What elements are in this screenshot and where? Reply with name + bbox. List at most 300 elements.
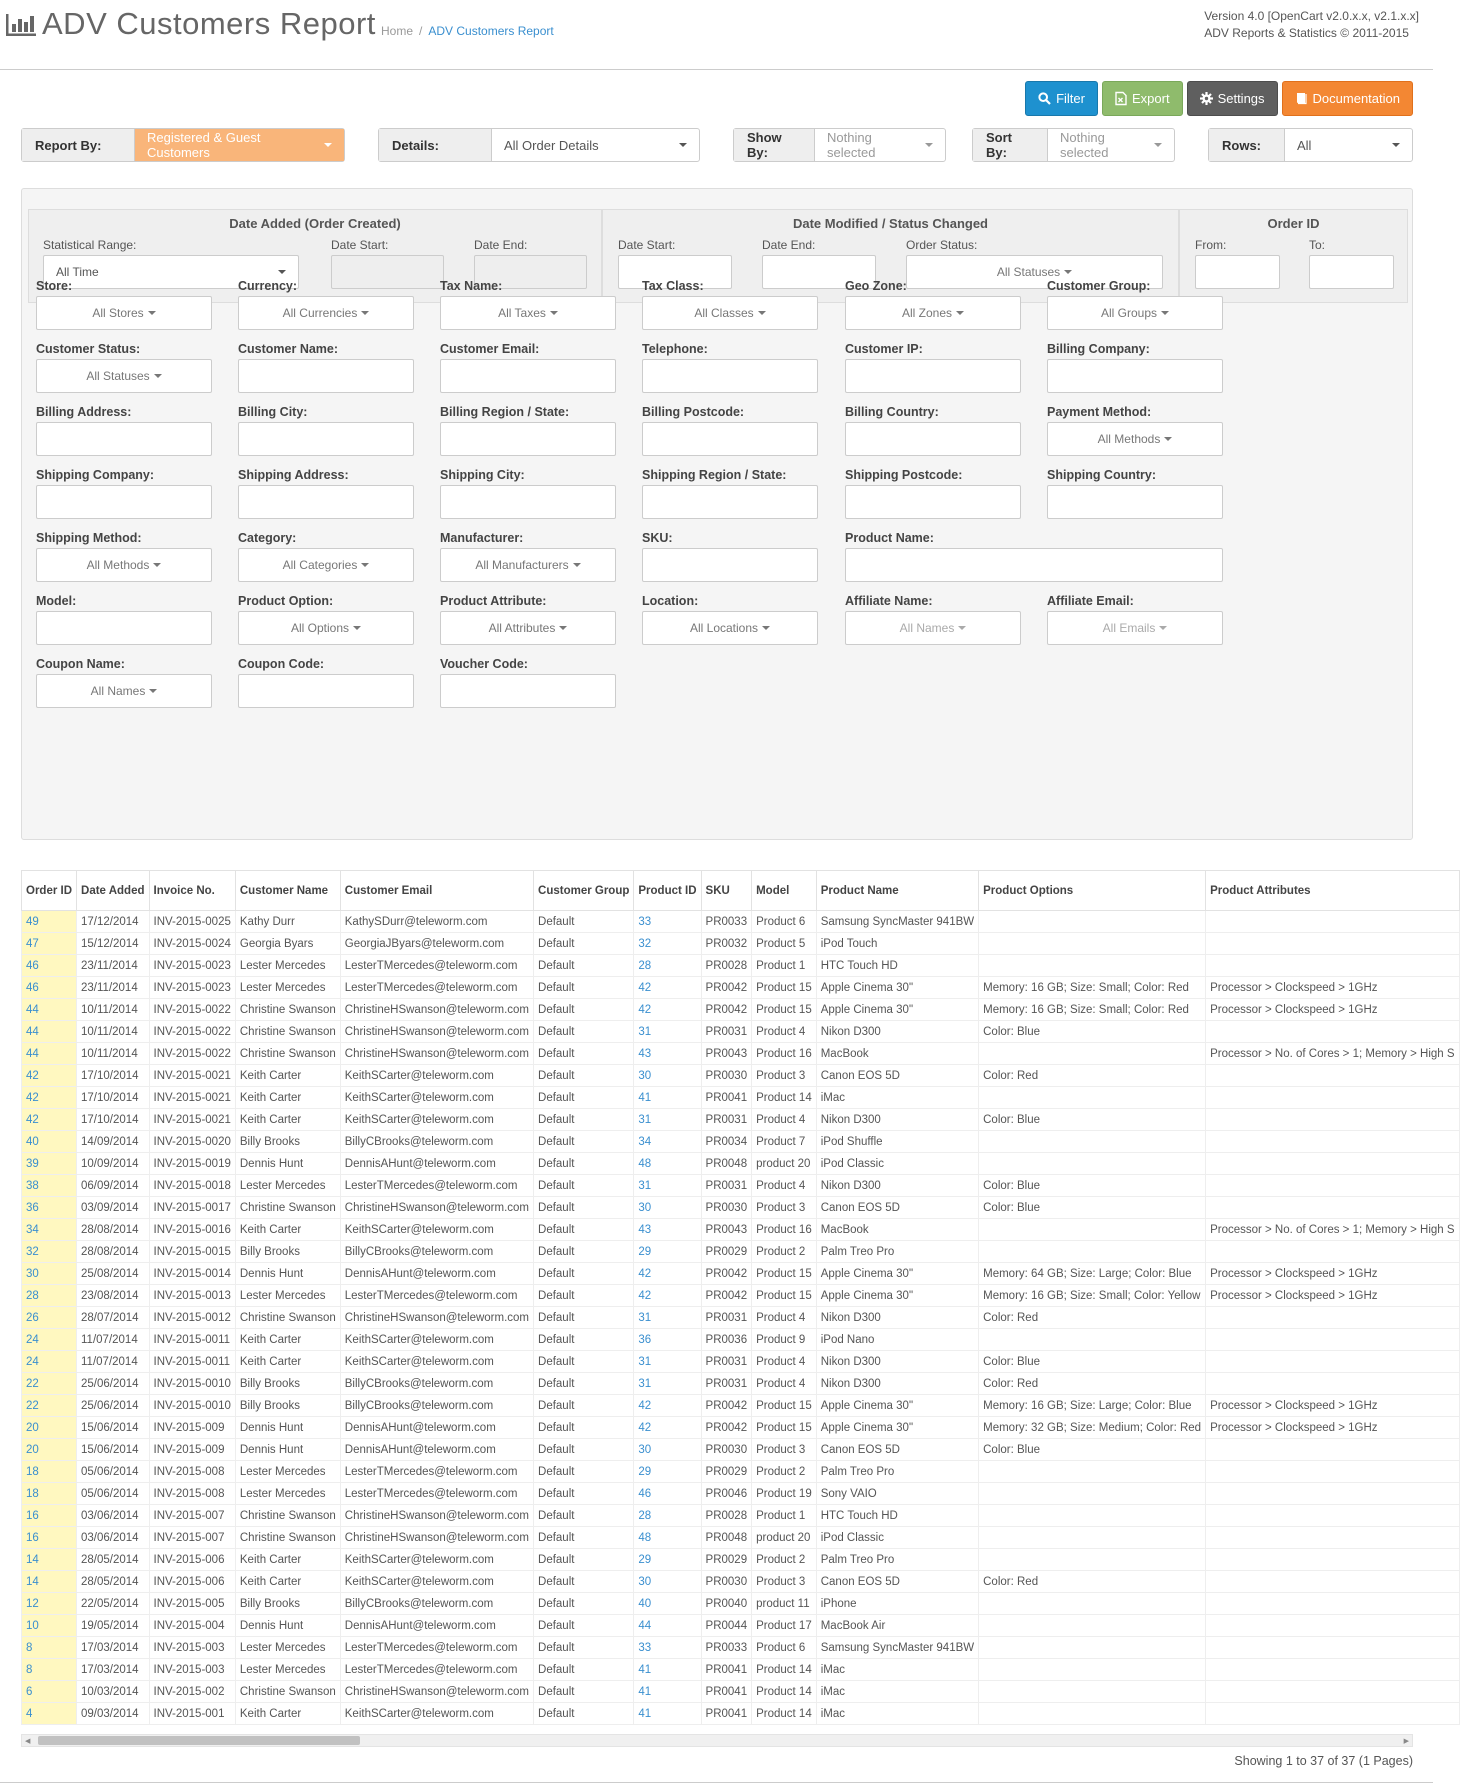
table-cell (979, 911, 1206, 933)
page-title: ADV Customers Report (42, 6, 376, 41)
coupon-code-input[interactable] (238, 674, 414, 708)
rows-value[interactable] (1285, 129, 1412, 161)
table-cell (1206, 1659, 1459, 1681)
table-row (22, 1043, 1460, 1065)
table-cell: Kathy Durr (235, 911, 340, 933)
table-cell: 09/03/2014 (77, 1703, 149, 1725)
customer-ip-input[interactable] (845, 359, 1021, 393)
scroll-right-icon[interactable]: ▶ (1403, 1738, 1409, 1745)
order-id-link[interactable]: 8 (22, 1659, 77, 1681)
customer-group-select[interactable] (1047, 296, 1223, 330)
table-cell: Nikon D300 (816, 1351, 978, 1373)
table-cell: KeithSCarter@teleworm.com (340, 1549, 533, 1571)
table-cell: Keith Carter (235, 1109, 340, 1131)
product-id-link[interactable]: 33 (634, 1637, 701, 1659)
table-cell: Default (534, 1439, 634, 1461)
table-cell: Product 9 (752, 1329, 817, 1351)
table-cell: iPod Classic (816, 1153, 978, 1175)
store-select[interactable] (36, 296, 212, 330)
caret-down-icon (361, 563, 369, 567)
column-header[interactable]: Product Options (979, 871, 1206, 911)
table-cell: LesterTMercedes@teleworm.com (340, 1659, 533, 1681)
order-id-link[interactable]: 12 (22, 1593, 77, 1615)
table-row (22, 1461, 1460, 1483)
product-id-link[interactable]: 29 (634, 1241, 701, 1263)
product-id-link[interactable]: 42 (634, 1263, 701, 1285)
table-cell: Color: Blue (979, 1021, 1206, 1043)
show-by-select[interactable] (733, 128, 946, 162)
order-id-link[interactable]: 24 (22, 1351, 77, 1373)
table-cell: DennisAHunt@teleworm.com (340, 1615, 533, 1637)
customer-name-input[interactable] (238, 359, 414, 393)
table-cell: product 11 (752, 1593, 817, 1615)
table-cell: Default (534, 1483, 634, 1505)
table-cell: 10/03/2014 (77, 1681, 149, 1703)
table-cell: INV-2015-0010 (149, 1395, 235, 1417)
date-modified-title: Date Modified / Status Changed (792, 216, 988, 231)
billing-company-input[interactable] (1047, 359, 1223, 393)
customer-email-label: Customer Email: (440, 342, 540, 356)
product-id-link[interactable]: 41 (634, 1087, 701, 1109)
table-cell: Product 4 (752, 1373, 817, 1395)
manufacturer-label: Manufacturer: (440, 531, 524, 545)
order-id-link[interactable]: 4 (22, 1703, 77, 1725)
coupon-name-select[interactable] (36, 674, 212, 708)
table-cell: INV-2015-0015 (149, 1241, 235, 1263)
table-row (22, 1263, 1460, 1285)
table-cell (1206, 1571, 1459, 1593)
table-cell: INV-2015-0012 (149, 1307, 235, 1329)
product-id-link[interactable]: 32 (634, 933, 701, 955)
date-added-section (28, 209, 602, 303)
billing-country-label: Billing Country: (845, 405, 939, 419)
order-id-link[interactable]: 44 (22, 999, 77, 1021)
table-cell: Christine Swanson (235, 1505, 340, 1527)
customer-email-input[interactable] (440, 359, 616, 393)
geo-zone-select[interactable] (845, 296, 1021, 330)
details-select[interactable] (378, 128, 700, 162)
filter-button[interactable] (1025, 81, 1098, 116)
table-cell: 17/10/2014 (77, 1065, 149, 1087)
order-id-link[interactable]: 10 (22, 1615, 77, 1637)
breadcrumb-current[interactable]: ADV Customers Report (428, 24, 554, 38)
caret-down-icon (1164, 437, 1172, 441)
report-by-value[interactable] (135, 129, 344, 161)
product-id-link[interactable]: 44 (634, 1615, 701, 1637)
caret-down-icon (758, 311, 766, 315)
table-cell: PR0029 (701, 1549, 752, 1571)
table-cell: INV-2015-0023 (149, 977, 235, 999)
table-cell: PR0036 (701, 1329, 752, 1351)
table-cell: 15/06/2014 (77, 1417, 149, 1439)
affiliate-email-select[interactable] (1047, 611, 1223, 645)
table-cell (979, 1703, 1206, 1725)
order-id-link[interactable]: 30 (22, 1263, 77, 1285)
table-cell (1206, 1637, 1459, 1659)
order-id-from-label: From: (1195, 238, 1227, 252)
scroll-left-icon[interactable]: ◀ (25, 1738, 31, 1745)
table-cell: PR0033 (701, 911, 752, 933)
product-id-link[interactable]: 29 (634, 1549, 701, 1571)
order-id-link[interactable]: 20 (22, 1439, 77, 1461)
table-cell: Nikon D300 (816, 1373, 978, 1395)
table-cell: 28/05/2014 (77, 1571, 149, 1593)
documentation-button[interactable] (1282, 81, 1413, 116)
column-header[interactable]: Product Name (816, 871, 978, 911)
table-cell: Color: Red (979, 1571, 1206, 1593)
table-cell: iMac (816, 1659, 978, 1681)
settings-button[interactable] (1187, 81, 1278, 116)
product-name-label: Product Name: (845, 531, 934, 545)
table-cell: PR0030 (701, 1571, 752, 1593)
order-id-link[interactable]: 28 (22, 1285, 77, 1307)
order-id-link[interactable]: 49 (22, 911, 77, 933)
details-value[interactable] (492, 129, 699, 161)
table-cell: Christine Swanson (235, 1307, 340, 1329)
rows-text: All (1297, 137, 1312, 153)
settings-button-label: Settings (1217, 91, 1265, 106)
table-cell: 15/12/2014 (77, 933, 149, 955)
manufacturer-select[interactable] (440, 548, 616, 582)
table-row (22, 1681, 1460, 1703)
table-cell: Product 16 (752, 1219, 817, 1241)
table-cell (979, 1637, 1206, 1659)
order-id-link[interactable]: 47 (22, 933, 77, 955)
product-id-link[interactable]: 30 (634, 1197, 701, 1219)
product-id-link[interactable]: 30 (634, 1065, 701, 1087)
shipping-company-input[interactable] (36, 485, 212, 519)
location-select[interactable] (642, 611, 818, 645)
product-id-link[interactable]: 28 (634, 1505, 701, 1527)
report-by-select[interactable] (21, 128, 345, 162)
order-id-link[interactable]: 38 (22, 1175, 77, 1197)
billing-city-label: Billing City: (238, 405, 308, 419)
table-cell: Default (534, 1263, 634, 1285)
product-id-link[interactable]: 31 (634, 1307, 701, 1329)
table-cell: Keith Carter (235, 1549, 340, 1571)
caret-down-icon (1161, 311, 1169, 315)
product-id-link[interactable]: 46 (634, 1483, 701, 1505)
product-id-link[interactable]: 42 (634, 999, 701, 1021)
statistical-range-value: All Time (56, 265, 99, 279)
order-id-link[interactable]: 22 (22, 1395, 77, 1417)
payment-method-select[interactable] (1047, 422, 1223, 456)
product-option-label: Product Option: (238, 594, 334, 608)
table-cell: Default (534, 1329, 634, 1351)
table-cell (1206, 1087, 1459, 1109)
filter-panel (21, 188, 1413, 840)
billing-postcode-label: Billing Postcode: (642, 405, 745, 419)
table-cell: Default (534, 1681, 634, 1703)
table-cell: INV-2015-0024 (149, 933, 235, 955)
voucher-code-label: Voucher Code: (440, 657, 528, 671)
table-cell: Default (534, 977, 634, 999)
table-cell: Lester Mercedes (235, 1659, 340, 1681)
column-header[interactable]: SKU (701, 871, 752, 911)
documentation-button-label: Documentation (1312, 91, 1400, 106)
table-cell: Christine Swanson (235, 1197, 340, 1219)
order-id-link[interactable]: 14 (22, 1549, 77, 1571)
order-id-link[interactable]: 46 (22, 977, 77, 999)
model-input[interactable] (36, 611, 212, 645)
table-cell: PR0042 (701, 1285, 752, 1307)
product-id-link[interactable]: 31 (634, 1351, 701, 1373)
order-id-link[interactable]: 18 (22, 1483, 77, 1505)
order-id-to-label: To: (1309, 238, 1326, 252)
date-start-input[interactable] (331, 255, 444, 289)
order-id-link[interactable]: 46 (22, 955, 77, 977)
table-cell: product 20 (752, 1527, 817, 1549)
order-id-link[interactable]: 44 (22, 1043, 77, 1065)
customer-status-select[interactable] (36, 359, 212, 393)
sku-label: SKU: (642, 531, 673, 545)
product-id-link[interactable]: 42 (634, 1395, 701, 1417)
voucher-code-input[interactable] (440, 674, 616, 708)
order-id-from-input[interactable] (1195, 255, 1280, 289)
order-id-link[interactable]: 18 (22, 1461, 77, 1483)
table-cell: product 20 (752, 1153, 817, 1175)
table-cell (979, 1241, 1206, 1263)
table-cell: Keith Carter (235, 1571, 340, 1593)
table-cell (1206, 1241, 1459, 1263)
table-cell: INV-2015-0022 (149, 1021, 235, 1043)
table-cell: Canon EOS 5D (816, 1197, 978, 1219)
table-cell: Apple Cinema 30" (816, 1285, 978, 1307)
table-cell: 03/09/2014 (77, 1197, 149, 1219)
order-id-link[interactable]: 8 (22, 1637, 77, 1659)
details-text: All Order Details (504, 137, 599, 153)
shipping-region-state-input[interactable] (642, 485, 818, 519)
breadcrumb-home[interactable]: Home (381, 24, 414, 38)
customer-group-label: Customer Group: (1047, 279, 1151, 293)
table-row (22, 1571, 1460, 1593)
table-cell: INV-2015-0013 (149, 1285, 235, 1307)
product-id-link[interactable]: 41 (634, 1703, 701, 1725)
shipping-address-label: Shipping Address: (238, 468, 349, 482)
table-cell: KeithSCarter@teleworm.com (340, 1329, 533, 1351)
order-id-link[interactable]: 22 (22, 1373, 77, 1395)
billing-city-input[interactable] (238, 422, 414, 456)
table-cell: Product 6 (752, 911, 817, 933)
shipping-country-label: Shipping Country: (1047, 468, 1157, 482)
table-cell: PR0043 (701, 1043, 752, 1065)
order-id-link[interactable]: 40 (22, 1131, 77, 1153)
table-cell: INV-2015-006 (149, 1549, 235, 1571)
table-row (22, 1703, 1460, 1725)
order-id-link[interactable]: 16 (22, 1505, 77, 1527)
table-cell: PR0042 (701, 1263, 752, 1285)
table-cell: Product 15 (752, 977, 817, 999)
export-button[interactable] (1102, 81, 1183, 116)
table-cell: PR0029 (701, 1461, 752, 1483)
table-cell: iPod Nano (816, 1329, 978, 1351)
shipping-address-input[interactable] (238, 485, 414, 519)
billing-region-state-input[interactable] (440, 422, 616, 456)
column-header[interactable]: Order ID (22, 871, 77, 911)
billing-address-input[interactable] (36, 422, 212, 456)
table-cell: Keith Carter (235, 1329, 340, 1351)
product-id-link[interactable]: 28 (634, 955, 701, 977)
product-id-link[interactable]: 29 (634, 1461, 701, 1483)
product-name-input[interactable] (845, 548, 1223, 582)
table-cell: INV-2015-0022 (149, 1043, 235, 1065)
product-id-link[interactable]: 43 (634, 1219, 701, 1241)
product-id-link[interactable]: 41 (634, 1681, 701, 1703)
product-id-link[interactable]: 48 (634, 1153, 701, 1175)
order-id-link[interactable]: 26 (22, 1307, 77, 1329)
tax-class-label: Tax Class: (642, 279, 704, 293)
table-cell: 10/11/2014 (77, 1021, 149, 1043)
product-id-link[interactable]: 33 (634, 911, 701, 933)
scrollbar-thumb[interactable] (38, 1736, 360, 1745)
horizontal-scrollbar[interactable] (21, 1734, 1413, 1747)
product-id-link[interactable]: 31 (634, 1175, 701, 1197)
billing-country-input[interactable] (845, 422, 1021, 456)
column-header[interactable]: Product ID (634, 871, 701, 911)
order-id-link[interactable]: 16 (22, 1527, 77, 1549)
column-header[interactable]: Product Attributes (1206, 871, 1459, 911)
table-cell: 14/09/2014 (77, 1131, 149, 1153)
table-cell: Lester Mercedes (235, 955, 340, 977)
table-cell: KeithSCarter@teleworm.com (340, 1065, 533, 1087)
column-header[interactable]: Customer Name (235, 871, 340, 911)
date-start-label: Date Start: (331, 238, 389, 252)
table-cell (1206, 1703, 1459, 1725)
table-cell: Sony VAIO (816, 1483, 978, 1505)
table-cell: BillyCBrooks@teleworm.com (340, 1131, 533, 1153)
pagination-info: Showing 1 to 37 of 37 (1 Pages) (1234, 1754, 1413, 1768)
column-header[interactable]: Invoice No. (149, 871, 235, 911)
order-id-link[interactable]: 42 (22, 1087, 77, 1109)
order-id-link[interactable]: 44 (22, 1021, 77, 1043)
order-id-link[interactable]: 39 (22, 1153, 77, 1175)
order-id-link[interactable]: 6 (22, 1681, 77, 1703)
order-id-link[interactable]: 36 (22, 1197, 77, 1219)
order-id-link[interactable]: 42 (22, 1109, 77, 1131)
product-id-link[interactable]: 40 (634, 1593, 701, 1615)
table-cell: Default (534, 1351, 634, 1373)
table-cell: PR0041 (701, 1087, 752, 1109)
sort-by-select[interactable] (972, 128, 1175, 162)
show-by-value[interactable] (815, 129, 945, 161)
column-header[interactable]: Customer Email (340, 871, 533, 911)
product-option-select[interactable] (238, 611, 414, 645)
order-id-link[interactable]: 34 (22, 1219, 77, 1241)
table-cell: ChristineHSwanson@teleworm.com (340, 1043, 533, 1065)
billing-postcode-input[interactable] (642, 422, 818, 456)
shipping-city-input[interactable] (440, 485, 616, 519)
currency-select[interactable] (238, 296, 414, 330)
table-cell: Billy Brooks (235, 1241, 340, 1263)
product-id-link[interactable]: 31 (634, 1109, 701, 1131)
product-attribute-label: Product Attribute: (440, 594, 547, 608)
product-id-link[interactable]: 31 (634, 1373, 701, 1395)
table-cell: Nikon D300 (816, 1021, 978, 1043)
table-cell: Default (534, 1637, 634, 1659)
table-cell: Apple Cinema 30" (816, 1395, 978, 1417)
column-header[interactable]: Model (752, 871, 817, 911)
order-id-link[interactable]: 32 (22, 1241, 77, 1263)
caret-down-icon (361, 311, 369, 315)
caret-down-icon (958, 626, 966, 630)
order-id-link[interactable]: 24 (22, 1329, 77, 1351)
table-cell: Color: Red (979, 1307, 1206, 1329)
shipping-postcode-input[interactable] (845, 485, 1021, 519)
affiliate-name-select[interactable] (845, 611, 1021, 645)
table-cell: Default (534, 1131, 634, 1153)
table-cell: Product 15 (752, 999, 817, 1021)
product-id-link[interactable]: 48 (634, 1527, 701, 1549)
table-cell: 17/10/2014 (77, 1087, 149, 1109)
rows-select[interactable] (1208, 128, 1413, 162)
table-cell: Product 14 (752, 1703, 817, 1725)
table-cell: Default (534, 1395, 634, 1417)
column-header[interactable]: Customer Group (534, 871, 634, 911)
product-id-link[interactable]: 42 (634, 1417, 701, 1439)
order-id-link[interactable]: 14 (22, 1571, 77, 1593)
product-id-link[interactable]: 41 (634, 1659, 701, 1681)
table-cell (979, 933, 1206, 955)
affiliate-name-value: All Names (899, 621, 955, 635)
table-cell: HTC Touch HD (816, 955, 978, 977)
toolbar (1025, 81, 1413, 116)
tax-class-select[interactable] (642, 296, 818, 330)
currency-value: All Currencies (282, 306, 358, 320)
table-cell (1206, 1593, 1459, 1615)
table-cell: ChristineHSwanson@teleworm.com (340, 1197, 533, 1219)
category-select[interactable] (238, 548, 414, 582)
shipping-method-select[interactable] (36, 548, 212, 582)
order-id-link[interactable]: 42 (22, 1065, 77, 1087)
table-cell: DennisAHunt@teleworm.com (340, 1153, 533, 1175)
sort-by-value[interactable] (1048, 129, 1174, 161)
table-cell: PR0042 (701, 977, 752, 999)
table-cell: PR0041 (701, 1681, 752, 1703)
table-cell: INV-2015-0018 (149, 1175, 235, 1197)
table-cell: INV-2015-008 (149, 1461, 235, 1483)
product-id-link[interactable]: 36 (634, 1329, 701, 1351)
product-attribute-select[interactable] (440, 611, 616, 645)
product-id-link[interactable]: 30 (634, 1439, 701, 1461)
export-button-label: Export (1131, 91, 1170, 106)
table-cell: Default (534, 1703, 634, 1725)
product-id-link[interactable]: 43 (634, 1043, 701, 1065)
shipping-country-input[interactable] (1047, 485, 1223, 519)
product-id-link[interactable]: 30 (634, 1571, 701, 1593)
product-id-link[interactable]: 42 (634, 977, 701, 999)
table-cell: 06/09/2014 (77, 1175, 149, 1197)
table-cell: Keith Carter (235, 1351, 340, 1373)
order-id-link[interactable]: 20 (22, 1417, 77, 1439)
table-cell: Dennis Hunt (235, 1615, 340, 1637)
telephone-input[interactable] (642, 359, 818, 393)
table-row (22, 1175, 1460, 1197)
table-cell: 25/06/2014 (77, 1395, 149, 1417)
table-cell: Processor > Clockspeed > 1GHz (1206, 999, 1459, 1021)
caret-down-icon (550, 311, 558, 315)
table-cell: PR0042 (701, 999, 752, 1021)
table-row (22, 1417, 1460, 1439)
product-id-link[interactable]: 42 (634, 1285, 701, 1307)
product-id-link[interactable]: 31 (634, 1021, 701, 1043)
order-id-to-input[interactable] (1309, 255, 1394, 289)
sku-input[interactable] (642, 548, 818, 582)
table-cell: Apple Cinema 30" (816, 999, 978, 1021)
tax-name-select[interactable] (440, 296, 616, 330)
column-header[interactable]: Date Added (77, 871, 149, 911)
table-cell (979, 1593, 1206, 1615)
product-id-link[interactable]: 34 (634, 1131, 701, 1153)
